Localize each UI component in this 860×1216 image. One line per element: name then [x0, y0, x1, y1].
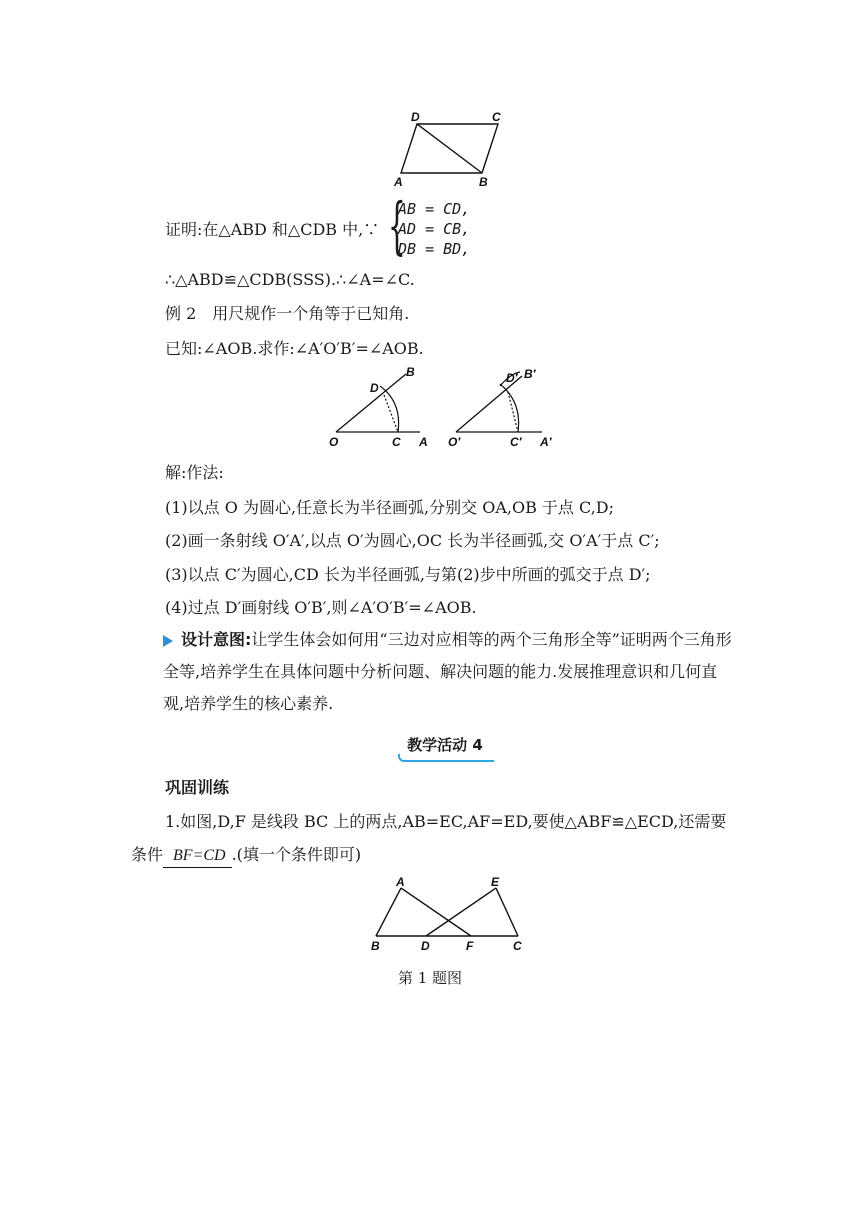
- solution-step-3: (3)以点 C′为圆心,CD 长为半径画弧,与第(2)步中所画的弧交于点 D′;: [165, 565, 651, 584]
- label-b: B: [479, 175, 488, 189]
- segment-c-prime-d-prime: [508, 392, 518, 432]
- proof-lead: 证明:在△ABD 和△CDB 中,∵: [165, 220, 380, 239]
- practice-heading: 巩固训练: [165, 778, 230, 797]
- solution-head: 解:作法:: [165, 463, 224, 482]
- label-o-left: O: [329, 435, 339, 449]
- solution-step-4: (4)过点 D′画射线 O′B′,则∠A′O′B′=∠AOB.: [165, 598, 477, 617]
- solution-step-1: (1)以点 O 为圆心,任意长为半径画弧,分别交 OA,OB 于点 C,D;: [165, 498, 614, 517]
- design-intent: [163, 624, 733, 720]
- segment-ec: [496, 888, 518, 936]
- question-1-prefix: 条件: [131, 845, 164, 864]
- label-d-q1: D: [421, 939, 430, 953]
- example2-title: 例 2 用尺规作一个角等于已知角.: [165, 304, 410, 323]
- question-1-answer: BF=CD: [163, 845, 232, 868]
- label-f-q1: F: [466, 939, 474, 953]
- label-c: C: [492, 110, 501, 124]
- label-e-q1: E: [491, 875, 500, 889]
- label-d-prime: D′: [506, 371, 518, 385]
- label-a-q1: A: [396, 875, 405, 889]
- label-b-prime: B′: [524, 367, 536, 381]
- activity-title: 教学活动 4: [407, 736, 483, 754]
- proof-conclusion: ∴△ABD≌△CDB(SSS).∴∠A=∠C.: [165, 270, 415, 289]
- proof-eq-1: AB = CD,: [398, 200, 471, 218]
- question-1-figure: [366, 874, 526, 954]
- label-b-left: B: [406, 365, 415, 379]
- label-a: A: [394, 175, 403, 189]
- parallelogram-figure: [385, 108, 515, 190]
- label-c-prime: C′: [510, 435, 522, 449]
- design-label: 设计意图:: [181, 630, 252, 649]
- activity-underline: [398, 754, 494, 762]
- brace-symbol: {: [388, 189, 406, 262]
- question-1-line-1: 1.如图,D,F 是线段 BC 上的两点,AB=EC,AF=ED,要使△ABF≌△ECD,还需要: [165, 812, 727, 831]
- label-a-left: A: [419, 435, 428, 449]
- label-o-prime: O′: [448, 435, 461, 449]
- proof-eq-3: DB = BD,: [398, 240, 471, 258]
- label-b-q1: B: [371, 939, 380, 953]
- label-d-left: D: [370, 381, 379, 395]
- question-1-line-2: [131, 844, 361, 868]
- proof-eq-2: AD = CB,: [398, 220, 471, 238]
- figure-caption: 第 1 题图: [397, 969, 463, 987]
- label-a-prime: A′: [540, 435, 552, 449]
- diagonal-db: [417, 124, 482, 173]
- proof-system: [398, 199, 470, 259]
- label-d: D: [411, 110, 420, 124]
- label-c-left: C: [392, 435, 401, 449]
- segment-cd: [384, 395, 398, 432]
- example2-given: 已知:∠AOB.求作:∠A′O′B′=∠AOB.: [165, 339, 424, 358]
- segment-ab: [376, 888, 401, 936]
- question-1-suffix: .(填一个条件即可): [231, 845, 362, 864]
- design-text: 让学生体会如何用“三边对应相等的两个三角形全等”证明两个三角形全等,培养学生在具体问题中分析问题、解决问题的能力.发展推理意识和几何直观,培养学生的核心素养.: [163, 630, 732, 713]
- play-triangle-icon: [163, 635, 173, 647]
- label-c-q1: C: [513, 939, 522, 953]
- solution-step-2: (2)画一条射线 O′A′,以点 O′为圆心,OC 长为半径画弧,交 O′A′于点 C′;: [165, 531, 660, 550]
- angle-construction-figure: [322, 364, 567, 450]
